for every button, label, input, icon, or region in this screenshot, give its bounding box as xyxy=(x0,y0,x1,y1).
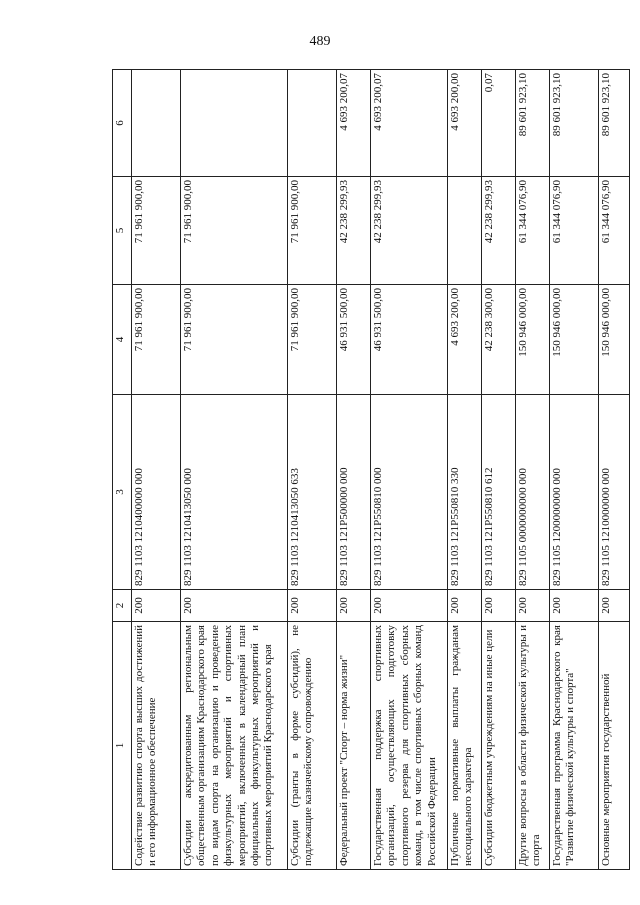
row-amount-5: 71 961 900,00 xyxy=(181,177,288,285)
header-col-3: 3 xyxy=(113,395,132,590)
rotated-table-frame xyxy=(112,70,612,870)
row-amount-6: 89 601 923,10 xyxy=(516,70,550,177)
row-code: 829 1103 1210400000 000 xyxy=(132,395,181,590)
row-name: Субсидии (гранты в форме субсидий), не подлежащие казначейскому сопровождению xyxy=(288,622,337,870)
row-name: Основные мероприятия государственной xyxy=(599,622,630,870)
page-number: 489 xyxy=(309,34,331,49)
row-amount-5 xyxy=(448,177,482,285)
table-row xyxy=(181,70,288,870)
row-amount-5: 42 238 299,93 xyxy=(482,177,516,285)
row-amount-6: 4 693 200,07 xyxy=(371,70,448,177)
row-amount-4: 71 961 900,00 xyxy=(181,285,288,395)
header-col-2: 2 xyxy=(113,590,132,622)
row-code: 829 1103 1210413050 000 xyxy=(181,395,288,590)
row-name: Государственная поддержка спортивных организаций, осуществляющих подготовку спортивного резерва для спортивных сборных команд, в том числе спортивных сборных команд Российской Федерации xyxy=(371,622,448,870)
header-col-5: 5 xyxy=(113,177,132,285)
row-vz: 200 xyxy=(599,590,630,622)
table-row xyxy=(371,70,448,870)
table-row xyxy=(288,70,337,870)
row-amount-6 xyxy=(288,70,337,177)
row-amount-6: 4 693 200,00 xyxy=(448,70,482,177)
row-amount-6: 4 693 200,07 xyxy=(337,70,371,177)
row-amount-5: 71 961 900,00 xyxy=(288,177,337,285)
row-amount-4: 46 931 500,00 xyxy=(337,285,371,395)
row-amount-6: 89 601 923,10 xyxy=(599,70,630,177)
row-amount-4: 71 961 900,00 xyxy=(288,285,337,395)
row-amount-4: 42 238 300,00 xyxy=(482,285,516,395)
table-row xyxy=(482,70,516,870)
row-code: 829 1105 0000000000 000 xyxy=(516,395,550,590)
row-vz: 200 xyxy=(181,590,288,622)
row-amount-5: 71 961 900,00 xyxy=(132,177,181,285)
table-row xyxy=(337,70,371,870)
row-code: 829 1103 121Р500000 000 xyxy=(337,395,371,590)
row-code: 829 1105 1210000000 000 xyxy=(599,395,630,590)
table-row xyxy=(516,70,550,870)
header-col-4: 4 xyxy=(113,285,132,395)
row-amount-5: 42 238 299,93 xyxy=(337,177,371,285)
header-row xyxy=(113,70,132,870)
row-amount-5: 61 344 076,90 xyxy=(599,177,630,285)
row-vz: 200 xyxy=(550,590,599,622)
row-code: 829 1103 121Р550810 330 xyxy=(448,395,482,590)
row-amount-6 xyxy=(132,70,181,177)
budget-table xyxy=(112,69,630,870)
row-vz: 200 xyxy=(132,590,181,622)
row-name: Государственная программа Краснодарского края "Развитие физической культуры и спорта" xyxy=(550,622,599,870)
row-amount-6: 89 601 923,10 xyxy=(550,70,599,177)
row-name: Содействие развитию спорта высших достижений и его информационное обеспечение xyxy=(132,622,181,870)
table-row xyxy=(550,70,599,870)
row-vz: 200 xyxy=(482,590,516,622)
row-amount-6: 0,07 xyxy=(482,70,516,177)
row-vz: 200 xyxy=(516,590,550,622)
row-code: 829 1103 121Р550810 612 xyxy=(482,395,516,590)
table-container xyxy=(112,70,612,870)
table-row xyxy=(599,70,630,870)
row-amount-4: 150 946 000,00 xyxy=(599,285,630,395)
table-row xyxy=(132,70,181,870)
row-name: Другие вопросы в области физической культуры и спорта xyxy=(516,622,550,870)
row-code: 829 1103 121Р550810 000 xyxy=(371,395,448,590)
header-col-1: 1 xyxy=(113,622,132,870)
table-row xyxy=(448,70,482,870)
row-vz: 200 xyxy=(337,590,371,622)
row-name: Федеральный проект "Спорт – норма жизни" xyxy=(337,622,371,870)
row-name: Субсидии аккредитованным региональным общественным организациям Краснодарского края по видам спорта на организацию и проведение физкультурных мероприятий и спортивных мероприятий, включенных в календарный план официальных физкультурных мероприятий и спортивных мероприятий Краснодарского края xyxy=(181,622,288,870)
header-col-6: 6 xyxy=(113,70,132,177)
row-vz: 200 xyxy=(288,590,337,622)
row-amount-4: 150 946 000,00 xyxy=(516,285,550,395)
row-amount-5: 61 344 076,90 xyxy=(516,177,550,285)
row-code: 829 1105 1200000000 000 xyxy=(550,395,599,590)
row-vz: 200 xyxy=(448,590,482,622)
row-code: 829 1103 1210413050 633 xyxy=(288,395,337,590)
row-amount-4: 71 961 900,00 xyxy=(132,285,181,395)
row-amount-4: 150 946 000,00 xyxy=(550,285,599,395)
row-amount-4: 46 931 500,00 xyxy=(371,285,448,395)
row-name: Субсидии бюджетным учреждениям на иные цели xyxy=(482,622,516,870)
row-vz: 200 xyxy=(371,590,448,622)
row-amount-4: 4 693 200,00 xyxy=(448,285,482,395)
row-amount-5: 42 238 299,93 xyxy=(371,177,448,285)
row-amount-5: 61 344 076,90 xyxy=(550,177,599,285)
row-amount-6 xyxy=(181,70,288,177)
row-name: Публичные нормативные выплаты гражданам несоциального характера xyxy=(448,622,482,870)
